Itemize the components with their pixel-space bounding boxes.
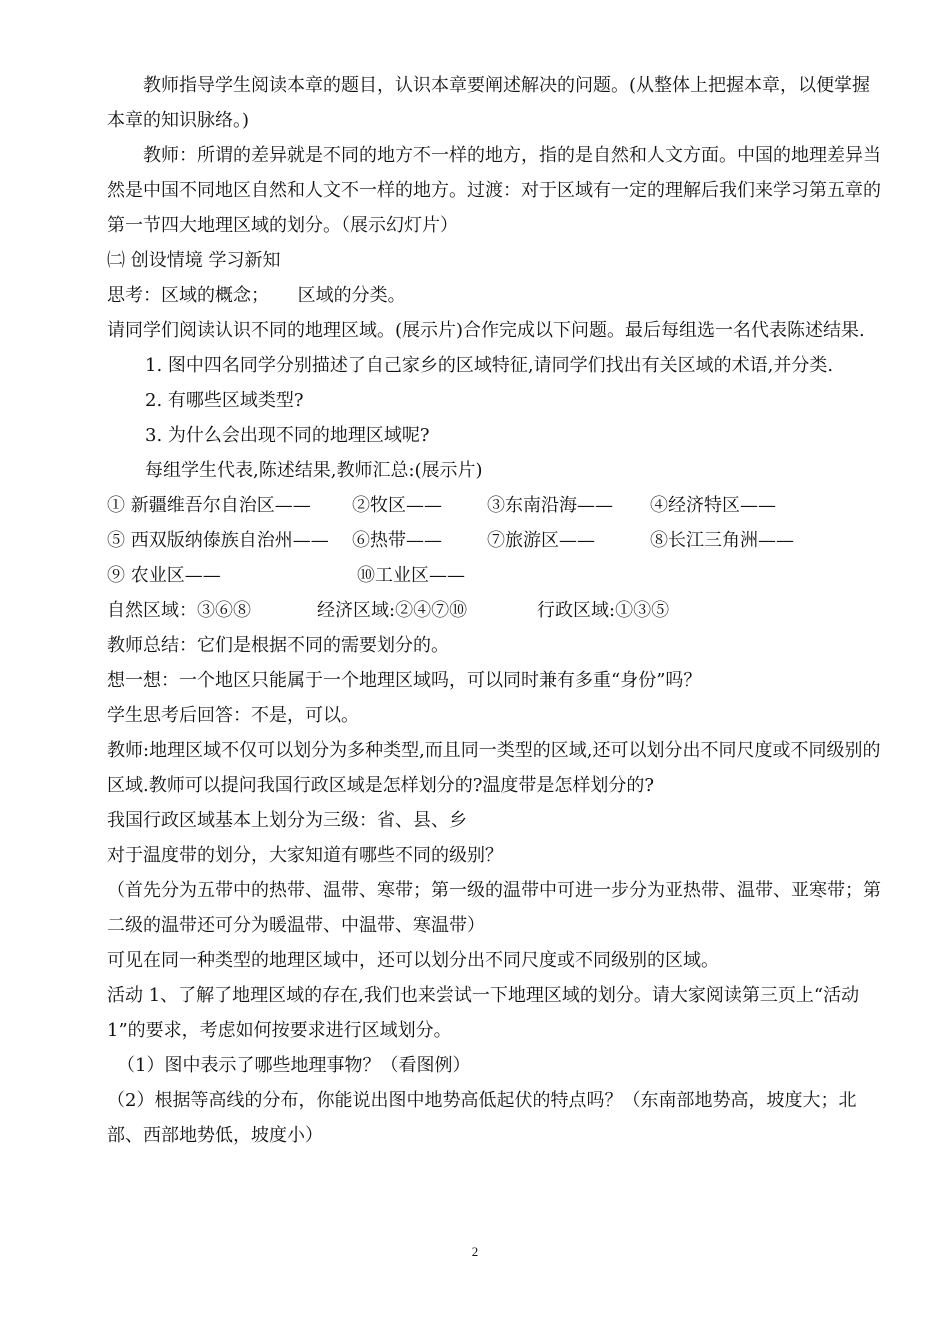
section-heading: ㈡ 创设情境 学习新知 (107, 250, 281, 271)
question-4: 每组学生代表,陈述结果,教师汇总:(展示片) (145, 460, 483, 481)
question-2: 2. 有哪些区域类型? (145, 390, 304, 411)
paragraph-temperature-detail: （首先分为五带中的热带、温带、寒带；第一级的温带中可进一步分为亚热带、温带、亚寒带；第二级的温带还可分为暖温带、中温带、寒温带） (107, 880, 881, 936)
region-item: ⑧长江三角洲—— (650, 530, 794, 551)
paragraph-intro: 教师指导学生阅读本章的题目，认识本章要阐述解决的问题。(从整体上把握本章，以便掌握本章的知识脉络。) (107, 75, 871, 131)
economic-region-list: 经济区域:②④⑦⑩ (317, 600, 468, 621)
paragraph-activity-1: 活动 1、了解了地理区域的存在,我们也来尝试一下地理区域的划分。请大家阅读第三页上“活动 1”的要求，考虑如何按要求进行区域划分。 (107, 985, 860, 1041)
paragraph-student-answer: 学生思考后回答：不是，可以。 (107, 705, 359, 726)
region-list-row-3 (107, 558, 883, 593)
region-item: ⑤ 西双版纳傣族自治州—— (107, 530, 329, 551)
paragraph-think: 思考：区域的概念； 区域的分类。 (107, 285, 406, 306)
activity-question-2: （2）根据等高线的分布，你能说出图中地势高低起伏的特点吗？（东南部地势高，坡度大；北部、西部地势低，坡度小） (107, 1090, 857, 1146)
natural-region-list: 自然区域：③⑥⑧ (107, 600, 251, 621)
paragraph-think-more: 想一想：一个地区只能属于一个地理区域吗，可以同时兼有多重“身份”吗？ (107, 670, 702, 691)
question-1: 1. 图中四名同学分别描述了自己家乡的区域特征,请同学们找出有关区域的术语,并分类. (145, 355, 834, 376)
paragraph-instruction: 请同学们阅读认识不同的地理区域。(展示片)合作完成以下问题。最后每组选一名代表陈述结果. (107, 320, 865, 341)
region-item: ⑩工业区—— (357, 565, 465, 586)
document-body (107, 68, 883, 1153)
region-classification-row (107, 593, 883, 628)
administrative-region-list: 行政区域:①③⑤ (537, 600, 670, 621)
region-item: ⑥热带—— (352, 530, 442, 551)
paragraph-teacher-summary: 教师总结：它们是根据不同的需要划分的。 (107, 635, 449, 656)
paragraph-temperature-zones: 对于温度带的划分，大家知道有哪些不同的级别？ (107, 845, 503, 866)
question-3: 3. 为什么会出现不同的地理区域呢? (145, 425, 430, 446)
region-list-row-1 (107, 488, 883, 523)
region-item: ① 新疆维吾尔自治区—— (107, 495, 311, 516)
region-item: ④经济特区—— (650, 495, 776, 516)
region-item: ③东南沿海—— (487, 495, 613, 516)
region-list-row-2 (107, 523, 883, 558)
region-item: ⑨ 农业区—— (107, 565, 221, 586)
page-number: 2 (471, 1244, 479, 1259)
region-item: ②牧区—— (352, 495, 442, 516)
paragraph-teacher-division: 教师:地理区域不仅可以划分为多种类型,而且同一类型的区域,还可以划分出不同尺度或不同级别的区域.教师可以提问我国行政区域是怎样划分的?温度带是怎样划分的? (107, 740, 881, 796)
paragraph-conclusion: 可见在同一种类型的地理区域中，还可以划分出不同尺度或不同级别的区域。 (107, 950, 719, 971)
region-item: ⑦旅游区—— (487, 530, 595, 551)
paragraph-teacher-explanation: 教师：所谓的差异就是不同的地方不一样的地方，指的是自然和人文方面。中国的地理差异当然是中国不同地区自然和人文不一样的地方。过渡：对于区域有一定的理解后我们来学习第五章的第一节四大地理区域的划分。（展示幻灯片） (107, 145, 881, 236)
paragraph-administrative-levels: 我国行政区域基本上划分为三级：省、县、乡 (107, 810, 467, 831)
activity-question-1: （1）图中表示了哪些地理事物？（看图例） (117, 1055, 471, 1076)
